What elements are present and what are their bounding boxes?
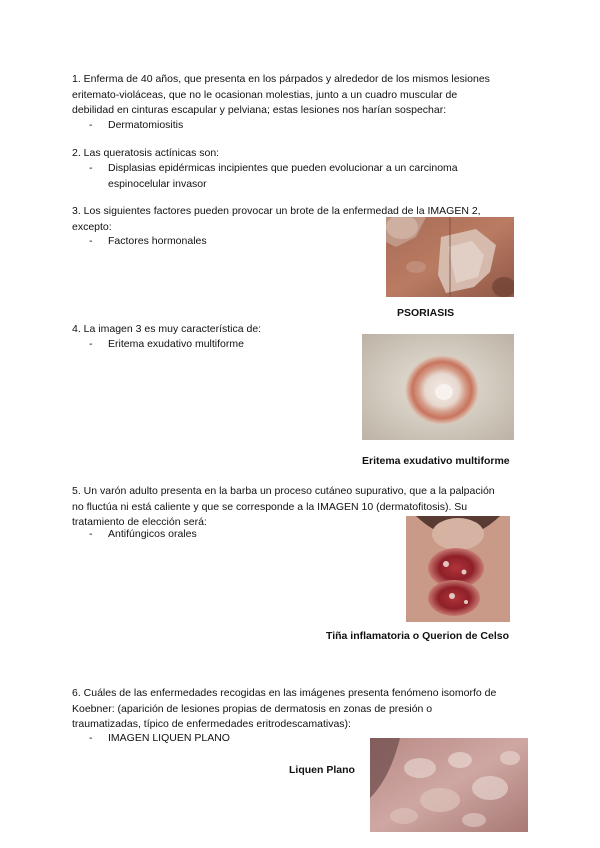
question-2-line: 2. Las queratosis actínicas son: <box>72 147 220 159</box>
liquen-photo <box>370 738 528 832</box>
question-1-line: eritemato-violáceas, que no le ocasionan molestias, junto a un cuadro muscular de <box>72 88 458 101</box>
question-3-line: 3. Los siguientes factores pueden provocar un brote de la enfermedad de la IMAGEN 2, <box>72 205 481 217</box>
psoriasis-photo <box>386 217 514 297</box>
question-6-line: traumatizadas, típico de enfermedades eritrodescamativas): <box>72 718 351 730</box>
list-marker: - <box>89 235 93 247</box>
psoriasis-caption: PSORIASIS <box>397 307 455 319</box>
list-marker: - <box>89 119 93 131</box>
question-3-line: excepto: <box>72 220 112 233</box>
list-marker: - <box>89 338 93 350</box>
question-2-text <box>72 146 542 162</box>
answer-line: Factores hormonales <box>108 235 207 247</box>
question-5-answer <box>89 527 197 543</box>
question-1-line: 1. Enferma de 40 años, que presenta en los párpados y alrededor de los mismos lesiones <box>72 73 490 85</box>
question-6-line: Koebner: (aparición de lesiones propias de dermatosis en zonas de presión o <box>72 702 433 715</box>
question-6-answer <box>89 731 230 747</box>
question-6-text <box>72 686 542 733</box>
list-marker: - <box>89 528 93 540</box>
answer-line: IMAGEN LIQUEN PLANO <box>108 732 230 744</box>
answer-line: Eritema exudativo multiforme <box>108 338 244 350</box>
list-marker: - <box>89 162 93 174</box>
question-3-answer <box>89 234 207 250</box>
question-1-answer <box>89 118 184 134</box>
question-5-line: no fluctúa ni está caliente y que se corresponde a la IMAGEN 10 (dermatofitosis). Su <box>72 500 468 513</box>
question-5-line: 5. Un varón adulto presenta en la barba un proceso cutáneo supurativo, que a la palpación <box>72 485 495 497</box>
list-marker: - <box>89 732 93 744</box>
question-1-line: debilidad en cinturas escapular y pelviana; estas lesiones nos harían sospechar: <box>72 104 447 116</box>
question-4-answer <box>89 337 244 353</box>
tina-caption: Tiña inflamatoria o Querion de Celso <box>326 630 510 642</box>
eritema-caption: Eritema exudativo multiforme <box>362 455 510 467</box>
question-6-line: 6. Cuáles de las enfermedades recogidas en las imágenes presenta fenómeno isomorfo de <box>72 687 497 699</box>
question-4-line: 4. La imagen 3 es muy característica de: <box>72 323 262 335</box>
answer-line: espinocelular invasor <box>108 177 207 190</box>
question-5-line: tratamiento de elección será: <box>72 516 207 528</box>
liquen-caption: Liquen Plano <box>289 764 355 776</box>
answer-line: Displasias epidérmicas incipientes que pueden evolucionar a un carcinoma <box>108 162 458 174</box>
question-1-text <box>72 72 542 119</box>
answer-line: Antifúngicos orales <box>108 528 197 540</box>
answer-line: Dermatomiositis <box>108 119 184 131</box>
question-2-answer <box>89 161 458 192</box>
tina-photo <box>406 516 510 622</box>
eritema-photo <box>362 334 514 440</box>
